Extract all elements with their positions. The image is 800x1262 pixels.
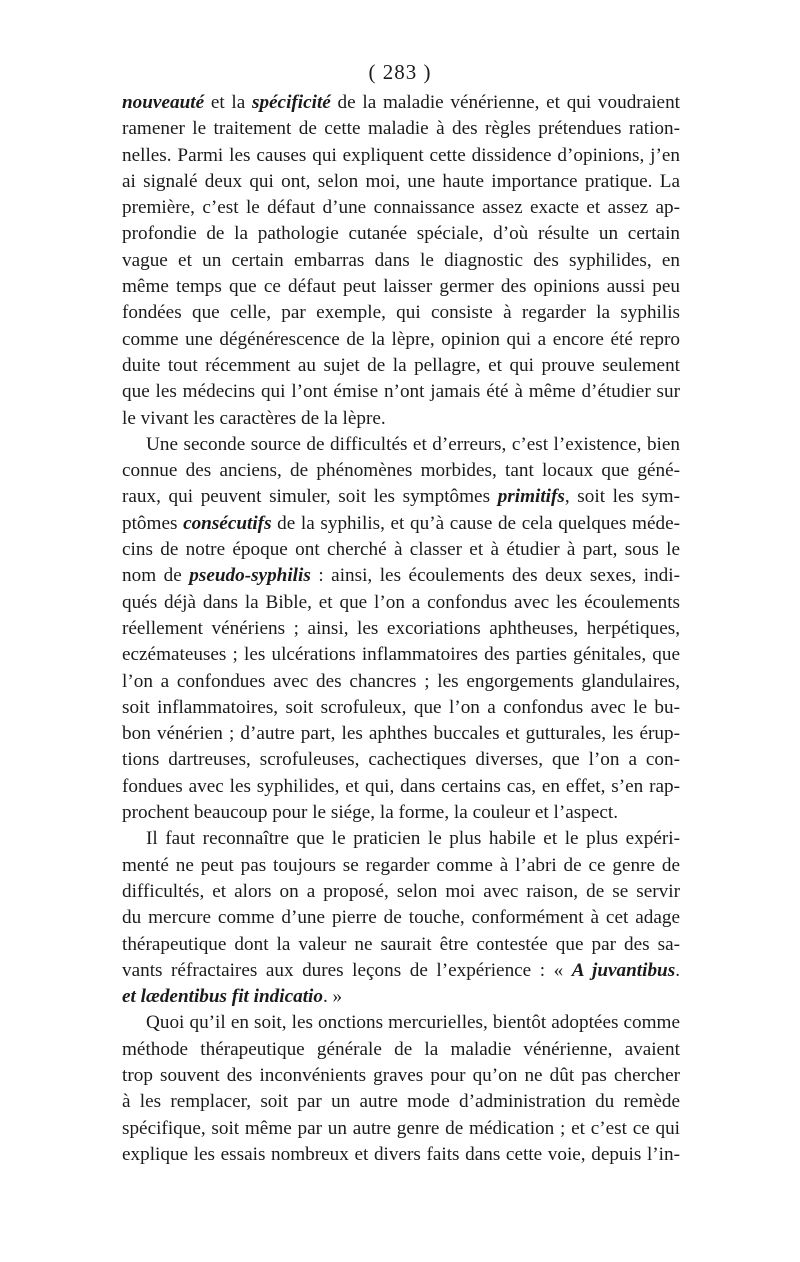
text-line: [122, 195, 680, 221]
text-line: [122, 511, 680, 537]
text-line: [122, 563, 680, 589]
text-run: .: [675, 959, 680, 981]
text-line: [122, 616, 680, 642]
text-line: [122, 248, 680, 274]
text-line: [122, 300, 680, 326]
text-line: [122, 800, 680, 826]
text-run: difficultés, et alors on a proposé, selon moi avec raison, de se servir: [122, 880, 680, 902]
italic-term: nouveauté: [122, 92, 205, 113]
body-text: [122, 90, 680, 1168]
text-run: qués déjà dans la Bible, et que l’on a confondus avec les écoulements: [122, 591, 680, 613]
text-run: , soit les sym-: [564, 486, 680, 508]
italic-term: spécificité: [251, 92, 331, 113]
text-run: explique les essais nombreux et divers faits dans cette voie, depuis l’in-: [122, 1143, 680, 1165]
text-line: [122, 169, 680, 195]
text-run: du mercure comme d’une pierre de touche, conformément à cet adage: [122, 907, 680, 929]
text-line: [122, 984, 680, 1010]
text-run: comme une dégénérescence de la lèpre, opinion qui a encore été repro: [122, 328, 680, 350]
text-run: ai signalé deux qui ont, selon moi, une haute importance pratique. La: [122, 170, 680, 192]
text-run: profondie de la pathologie cutanée spéciale, d’où résulte un certain: [122, 223, 680, 245]
text-run: même temps que ce défaut peut laisser germer des opinions aussi peu: [122, 276, 680, 298]
text-run: raux, qui peuvent simuler, soit les symptômes: [122, 486, 498, 508]
text-run: de la maladie vénérienne, et qui voudraient: [330, 92, 680, 113]
text-run: duite tout récemment au sujet de la pellagre, et qui prouve seulement: [122, 354, 680, 376]
text-line: [122, 1010, 680, 1036]
text-run: fondues avec les syphilides, et qui, dans certains cas, en effet, s’en rap-: [122, 775, 680, 797]
text-run: cins de notre époque ont cherché à classer et à étudier à part, sous le: [122, 539, 680, 561]
text-line: [122, 747, 680, 773]
text-line: [122, 932, 680, 958]
text-line: [122, 458, 680, 484]
text-line: [122, 695, 680, 721]
text-run: prochent beaucoup pour le siége, la forme, la couleur et l’aspect.: [122, 802, 618, 824]
text-run: vants réfractaires aux dures leçons de l’expérience : «: [122, 959, 572, 981]
text-run: Une seconde source de difficultés et d’erreurs, c’est l’existence, bien: [146, 433, 680, 455]
text-line: [122, 669, 680, 695]
text-line: [122, 143, 680, 169]
text-line: [122, 274, 680, 300]
text-line: [122, 774, 680, 800]
text-line: [122, 1037, 680, 1063]
text-run: de la syphilis, et qu’à cause de cela quelques méde-: [271, 512, 680, 534]
text-line: [122, 1063, 680, 1089]
text-line: [122, 590, 680, 616]
text-run: connue des anciens, de phénomènes morbides, tant locaux que géné-: [122, 460, 680, 482]
text-run: soit inflammatoires, soit scrofuleux, que l’on a confondus avec le bu-: [122, 696, 680, 718]
text-run: Il faut reconnaître que le praticien le plus habile et le plus expéri-: [146, 828, 680, 850]
text-line: [122, 432, 680, 458]
text-line: [122, 221, 680, 247]
text-run: à les remplacer, soit par un autre mode d’administration du remède: [122, 1091, 680, 1113]
text-run: le vivant les caractères de la lèpre.: [122, 407, 386, 429]
text-run: tions dartreuses, scrofuleuses, cachectiques diverses, que l’on a con-: [122, 749, 680, 771]
text-line: [122, 406, 680, 432]
text-line: [122, 879, 680, 905]
text-run: trop souvent des inconvénients graves pour qu’on ne dût pas chercher: [122, 1064, 680, 1086]
text-line: [122, 537, 680, 563]
text-run: et la: [204, 92, 252, 113]
text-line: [122, 1089, 680, 1115]
text-run: première, c’est le défaut d’une connaissance assez exacte et assez ap-: [122, 197, 680, 219]
italic-term: consécutifs: [183, 512, 272, 534]
text-run: fondées que celle, par exemple, qui consiste à regarder la syphilis: [122, 302, 680, 324]
text-run: réellement vénériens ; ainsi, les excoriations aphtheuses, herpétiques,: [122, 617, 680, 639]
text-run: nom de: [122, 565, 190, 587]
text-run: l’on a confondues avec des chancres ; les engorgements glandulaires,: [122, 670, 680, 692]
text-run: que les médecins qui l’ont émise n’ont jamais été à même d’étudier sur: [122, 381, 680, 403]
text-run: spécifique, soit même par un autre genre de médication ; et c’est ce qui: [122, 1117, 680, 1139]
italic-term: primitifs: [497, 486, 565, 508]
page-number: ( 283 ): [368, 60, 432, 84]
text-line: [122, 905, 680, 931]
text-run: thérapeutique dont la valeur ne saurait être contestée que par des sa-: [122, 933, 680, 955]
text-line: [122, 826, 680, 852]
text-run: Quoi qu’il en soit, les onctions mercurielles, bientôt adoptées comme: [146, 1012, 680, 1034]
text-run: bon vénérien ; d’autre part, les aphthes buccales et gutturales, les érup-: [122, 723, 680, 745]
italic-term: A juvantibus: [571, 959, 676, 981]
text-line: [122, 853, 680, 879]
text-line: [122, 327, 680, 353]
text-run: . »: [322, 986, 343, 1008]
text-line: [122, 1142, 680, 1168]
text-run: ramener le traitement de cette maladie à des règles prétendues ration-: [122, 118, 680, 140]
text-run: ptômes: [122, 512, 184, 534]
text-run: eczémateuses ; les ulcérations inflammatoires des parties génitales, que: [122, 644, 680, 666]
text-line: [122, 721, 680, 747]
text-line: [122, 116, 680, 142]
italic-term: pseudo-syphilis: [189, 565, 311, 587]
text-run: vague et un certain embarras dans le diagnostic des syphilides, en: [122, 249, 680, 271]
italic-term: et lædentibus fit indicatio: [122, 986, 323, 1008]
text-line: [122, 90, 680, 116]
text-line: [122, 958, 680, 984]
text-line: [122, 379, 680, 405]
text-line: [122, 484, 680, 510]
text-run: menté ne peut pas toujours se regarder comme à l’abri de ce genre de: [122, 854, 680, 876]
text-line: [122, 642, 680, 668]
text-run: nelles. Parmi les causes qui expliquent cette dissidence d’opinions, j’en: [122, 144, 680, 166]
text-run: méthode thérapeutique générale de la maladie vénérienne, avaient: [122, 1038, 680, 1060]
text-line: [122, 353, 680, 379]
text-line: [122, 1116, 680, 1142]
text-run: : ainsi, les écoulements des deux sexes, indi-: [310, 565, 680, 587]
